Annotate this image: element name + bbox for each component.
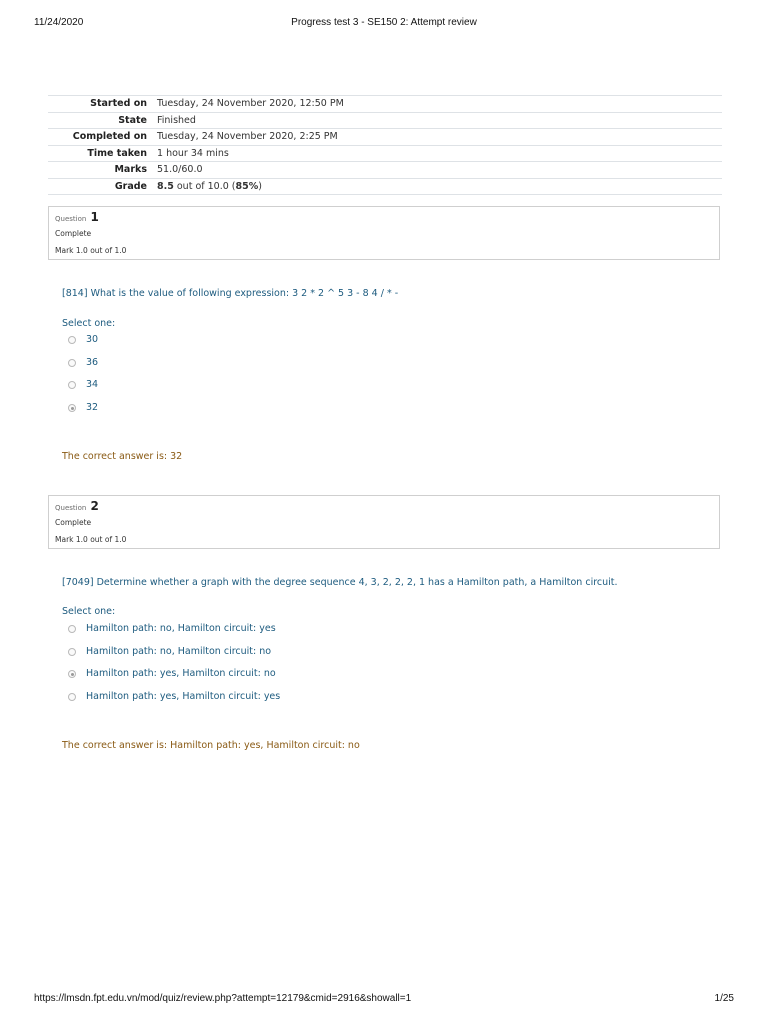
- summary-row-started: [48, 96, 722, 113]
- question-state: Complete: [55, 518, 92, 527]
- question-label: Question: [55, 215, 87, 223]
- question-number-line: [55, 210, 99, 224]
- question-number: 2: [90, 499, 99, 513]
- correct-answer-feedback: The correct answer is: 32: [62, 451, 183, 462]
- question-state: Complete: [55, 229, 92, 238]
- summary-value: 1 hour 34 mins: [157, 145, 722, 162]
- radio-button[interactable]: [68, 693, 76, 701]
- grade-percent: 85%: [235, 180, 259, 192]
- correct-answer-feedback: The correct answer is: Hamilton path: yes, Hamilton circuit: no: [62, 740, 360, 751]
- answer-label[interactable]: 36: [86, 357, 99, 368]
- answer-label[interactable]: Hamilton path: yes, Hamilton circuit: yes: [86, 691, 281, 702]
- question-text: [7049] Determine whether a graph with the degree sequence 4, 3, 2, 2, 2, 1 has a Hamilton path, a Hamilton circuit.: [62, 577, 618, 588]
- print-url: https://lmsdn.fpt.edu.vn/mod/quiz/review.php?attempt=12179&cmid=2916&showall=1: [34, 993, 412, 1004]
- summary-row-marks: [48, 162, 722, 179]
- summary-label: Grade: [48, 178, 157, 195]
- select-one-prompt: Select one:: [62, 318, 116, 329]
- question-label: Question: [55, 504, 87, 512]
- answer-label[interactable]: 34: [86, 379, 99, 390]
- question-mark: Mark 1.0 out of 1.0: [55, 535, 127, 544]
- summary-label: Time taken: [48, 145, 157, 162]
- select-one-prompt: Select one:: [62, 606, 116, 617]
- radio-button-checked[interactable]: [68, 404, 76, 412]
- summary-row-time-taken: [48, 145, 722, 162]
- summary-value: Tuesday, 24 November 2020, 12:50 PM: [157, 96, 722, 113]
- radio-button[interactable]: [68, 336, 76, 344]
- question-mark: Mark 1.0 out of 1.0: [55, 246, 127, 255]
- print-page-number: 1/25: [714, 993, 734, 1004]
- summary-label: State: [48, 112, 157, 129]
- summary-value: 51.0/60.0: [157, 162, 722, 179]
- radio-button[interactable]: [68, 381, 76, 389]
- summary-row-completed: [48, 129, 722, 146]
- radio-button-checked[interactable]: [68, 670, 76, 678]
- print-header: [34, 17, 734, 31]
- radio-button[interactable]: [68, 648, 76, 656]
- question-number-line: [55, 499, 99, 513]
- print-date: 11/24/2020: [34, 17, 84, 28]
- grade-out-of: out of 10.0 (: [173, 180, 236, 192]
- summary-row-state: [48, 112, 722, 129]
- grade-score: 8.5: [157, 180, 174, 192]
- answer-label[interactable]: Hamilton path: yes, Hamilton circuit: no: [86, 668, 276, 679]
- grade-value: [157, 178, 722, 195]
- summary-label: Marks: [48, 162, 157, 179]
- summary-label: Completed on: [48, 129, 157, 146]
- answer-label[interactable]: 32: [86, 402, 99, 413]
- answer-label[interactable]: Hamilton path: no, Hamilton circuit: yes: [86, 623, 276, 634]
- question-info-box: [48, 495, 720, 549]
- summary-row-grade: [48, 178, 722, 195]
- answer-label[interactable]: Hamilton path: no, Hamilton circuit: no: [86, 646, 272, 657]
- question-number: 1: [90, 210, 99, 224]
- attempt-summary-table: [48, 95, 722, 195]
- summary-value: Finished: [157, 112, 722, 129]
- radio-button[interactable]: [68, 359, 76, 367]
- answer-label[interactable]: 30: [86, 334, 99, 345]
- radio-button[interactable]: [68, 625, 76, 633]
- grade-close: ): [258, 180, 262, 192]
- print-footer: [34, 993, 734, 1007]
- question-info-box: [48, 206, 720, 260]
- question-text: [814] What is the value of following expression: 3 2 * 2 ^ 5 3 - 8 4 / * -: [62, 288, 399, 299]
- summary-label: Started on: [48, 96, 157, 113]
- print-title: Progress test 3 - SE150 2: Attempt review: [291, 17, 477, 28]
- summary-value: Tuesday, 24 November 2020, 2:25 PM: [157, 129, 722, 146]
